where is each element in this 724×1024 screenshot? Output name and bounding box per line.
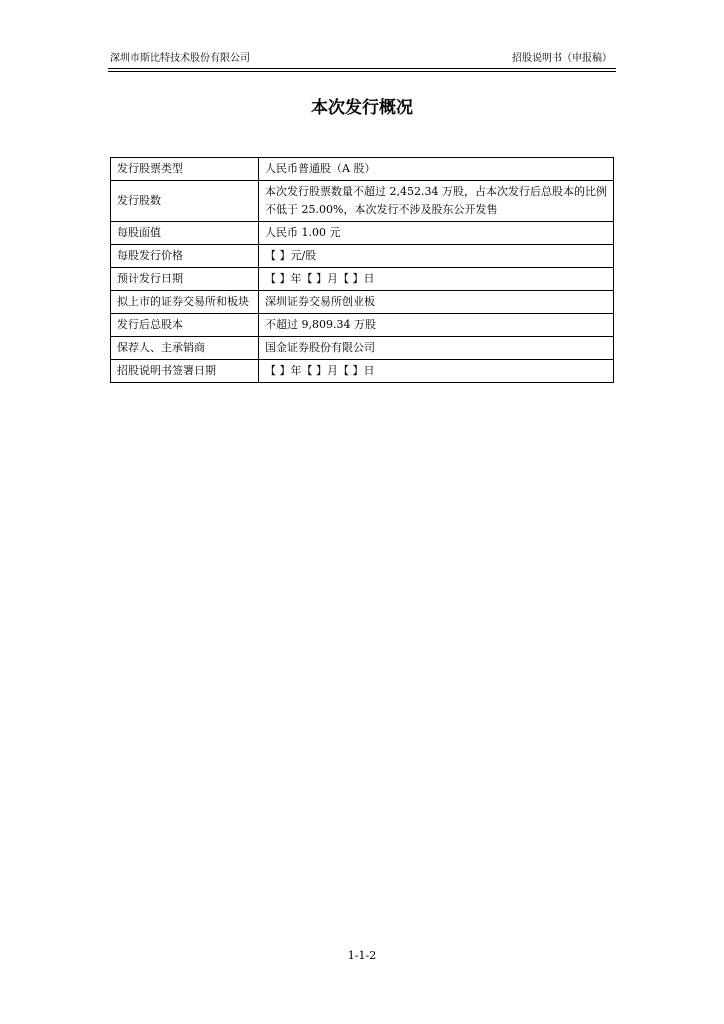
table-row bbox=[111, 337, 614, 360]
row-value: 【 】元/股 bbox=[259, 245, 614, 268]
row-value: 人民币 1.00 元 bbox=[259, 222, 614, 245]
row-label: 保荐人、主承销商 bbox=[111, 337, 259, 360]
table-row bbox=[111, 291, 614, 314]
header-document-name: 招股说明书（申报稿） bbox=[512, 53, 612, 64]
header-company-name: 深圳市斯比特技术股份有限公司 bbox=[110, 53, 250, 64]
row-label: 招股说明书签署日期 bbox=[111, 360, 259, 383]
table-row bbox=[111, 245, 614, 268]
page-header bbox=[108, 50, 616, 69]
row-label: 拟上市的证券交易所和板块 bbox=[111, 291, 259, 314]
row-value: 不超过 9,809.34 万股 bbox=[259, 314, 614, 337]
table-row bbox=[111, 314, 614, 337]
row-label: 发行后总股本 bbox=[111, 314, 259, 337]
row-label: 每股面值 bbox=[111, 222, 259, 245]
row-value: 人民币普通股（A 股） bbox=[259, 158, 614, 181]
row-value: 深圳证券交易所创业板 bbox=[259, 291, 614, 314]
issuance-overview-table bbox=[110, 157, 614, 383]
table-row bbox=[111, 222, 614, 245]
row-label: 每股发行价格 bbox=[111, 245, 259, 268]
row-label: 预计发行日期 bbox=[111, 268, 259, 291]
page-title: 本次发行概况 bbox=[311, 98, 413, 118]
row-value: 【 】年【 】月【 】日 bbox=[259, 268, 614, 291]
row-value: 本次发行股票数量不超过 2,452.34 万股，占本次发行后总股本的比例不低于 25.00%，本次发行不涉及股东公开发售 bbox=[259, 181, 614, 222]
row-label: 发行股数 bbox=[111, 181, 259, 222]
page-number: 1-1-2 bbox=[347, 949, 377, 962]
header-divider bbox=[108, 71, 616, 72]
row-label: 发行股票类型 bbox=[111, 158, 259, 181]
row-value: 【 】年【 】月【 】日 bbox=[259, 360, 614, 383]
table-row bbox=[111, 360, 614, 383]
table-row bbox=[111, 268, 614, 291]
table-row bbox=[111, 158, 614, 181]
row-value: 国金证券股份有限公司 bbox=[259, 337, 614, 360]
table-row bbox=[111, 181, 614, 222]
